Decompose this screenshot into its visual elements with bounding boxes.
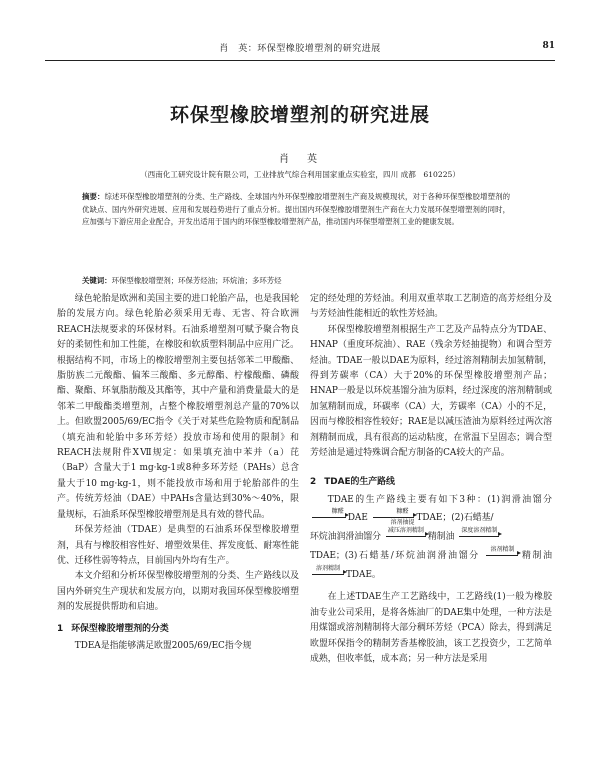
section-number: 1 <box>57 623 64 634</box>
reaction-arrow: 减压溶剂精制 <box>386 527 426 546</box>
paragraph: TDEA是指能够满足欧盟2005/69/EC指令规 <box>74 640 252 651</box>
paragraph: 环保型橡胶增塑剂根据生产工艺及产品特点分为TDAE、HNAP（重度环烷油）、RAE（残余芳烃抽提物）和调合型芳烃油。TDAE一般以DAE为原料，经过溶剂精制去加氢精制，得到芳碳率（CA）大于20%的环保型橡胶增塑剂产品；HNAP一般是以环烷基馏分油为原料，经过深度的溶剂精制或加氢精制而成，环碳率（CA）大，芳碳率（CA）小的不足，因而与橡胶相容性较好；RAE是以减压渣油为原料经过两次溶剂精制而成，具有很高的运动粘度，在常温下呈固态；调合型芳烃油是通过特殊调合配方制备的CA较大的产品。 <box>310 324 552 459</box>
paragraph: 在上述TDAE生产工艺路线中，工艺路线(1)一般为橡胶油专业公司采用，是将各炼油厂的DAE集中处理，一种方法是用煤馏或溶剂精制将大部分稠环芳烃（PCA）除去，得到满足欧盟环保指令的精制芳香基橡胶油，该工艺投资少，工艺简单成熟，但收率低，成本高；另一种方法是采用 <box>310 592 552 664</box>
route-paragraph <box>310 493 552 527</box>
route-paragraph <box>310 527 552 546</box>
reaction-arrow: 糠醛 溶剂抽提 <box>373 508 415 527</box>
paragraph: 环保芳烃油（TDAE）是典型的石油系环保型橡胶增塑剂，具有与橡胶相容性好、增塑效果佳、挥发度低、耐寒性能优、迁移性弱等特点，目前国内外均有生产。 <box>57 525 299 566</box>
reaction-arrow: 糠醛 <box>312 508 346 527</box>
section-title: 环保型橡胶增塑剂的分类 <box>71 623 169 634</box>
running-header <box>45 41 555 55</box>
section-title: TDAE的生产路线 <box>324 477 395 488</box>
paragraph: 绿色轮胎是欧洲和美国主要的进口轮胎产品，也是我国轮胎的发展方向。绿色轮胎必须采用无毒、无害、符合欧洲REACH法规要求的环保材料。石油系增塑剂可赋予聚合物良好的柔韧性和加工性能，在橡胶和软质塑料制品中应用广泛。根据结构不同，市场上的橡胶增塑剂主要包括邻苯二甲酸酯、脂肪族二元酸酯、偏苯三酸酯、多元醇酯、柠檬酸酯、磷酸酯、聚酯、环氧脂肪酸及其酯等，其中产量和消费量最大的是邻苯二甲酸酯类增塑剂，占整个橡胶增塑剂总产量的70%以上。但欧盟2005/69/EC指令《关于对某些危险物质和配制品（填充油和轮胎中多环芳烃）投放市场和使用的限制》和REACH法规附件XⅦ规定：如果填充油中苯并（a）芘（BaP）含量大于1 mg·kg-1或8种多环芳烃（PAHs）总含量大于10 mg·kg-1，则不能投放市场和用于轮胎部件的生产。传统芳烃油（DAE）中PAHs含量达到30%～40%，限量规标，石油系环保型橡胶增塑剂是具有效的替代品。 <box>57 294 299 520</box>
route-end: TDAE；(2)石蜡基/ <box>416 513 494 524</box>
route-end: TDAE。 <box>346 570 381 581</box>
header-rule <box>45 60 555 61</box>
running-title: 肖 英：环保型橡胶增塑剂的研究进展 <box>219 44 381 54</box>
left-column <box>57 292 299 654</box>
section-number: 2 <box>310 477 317 488</box>
author: 肖 英 <box>279 154 321 165</box>
abstract-label: 摘要： <box>82 192 105 201</box>
abstract-text: 综述环保型橡胶增塑剂的分类、生产路线、全球国内外环保型橡胶增塑剂生产商及规模现状，对于各种环保型橡胶增塑剂的优缺点、国内外研究进展、应用和发展趋势进行了重点分析。提出国内环保型橡胶增塑剂生产商在大力发展环保型增塑剂的同时，应加强与下游应用企业配合，开发出适用于国内的环保型橡胶增塑剂产品，推动国内环保型增塑剂工业的健康发展。 <box>82 192 510 226</box>
paragraph: 定的经处理的芳烃油。利用双重萃取工艺制造的高芳烃组分及与芳烃油性能相近的软性芳烃油。 <box>310 294 552 320</box>
section-heading <box>310 475 552 490</box>
keywords-label: 关键词： <box>82 276 112 285</box>
route-intermediate: 精制油 <box>427 532 455 543</box>
route-text: 环烷油润滑油馏分 <box>310 532 381 543</box>
page-number: 81 <box>542 41 555 51</box>
article-title: 环保型橡胶增塑剂的研究进展 <box>169 104 430 126</box>
right-column <box>310 292 552 667</box>
abstract <box>82 191 510 229</box>
route-intro: TDAE的生产路线主要有如下3种：(1)润滑油馏分 <box>327 494 552 505</box>
route-intermediate: DAE <box>347 513 368 524</box>
reaction-arrow: 溶剂精制 <box>312 565 344 584</box>
keywords-text: 环保型橡胶增塑剂；环保芳烃油；环烷油；多环芳烃 <box>111 276 282 285</box>
route-end: TDAE；(3)石蜡基/环烷油润滑油馏分 <box>310 551 480 562</box>
affiliation: （西南化工研究设计院有限公司，工业排放气综合利用国家重点实验室，四川 成都 610225） <box>140 170 460 179</box>
reaction-arrow: 溶剂精制 <box>486 546 518 565</box>
keywords <box>82 275 510 286</box>
route-paragraph <box>310 546 552 584</box>
section-heading <box>57 622 299 637</box>
reaction-arrow: 深度溶剂精制 <box>459 527 499 546</box>
paragraph: 本文介绍和分析环保型橡胶增塑剂的分类、生产路线以及国内外研究生产现状和发展方向，以期对我国环保型橡胶增塑剂的发展提供帮助和启迪。 <box>57 571 299 613</box>
route-intermediate: 精制油 <box>520 551 553 562</box>
